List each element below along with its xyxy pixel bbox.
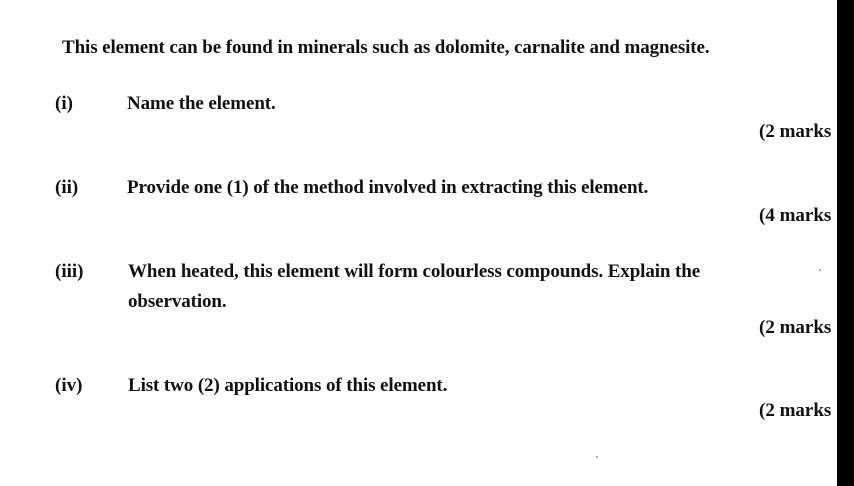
part-ii-label: (ii) (55, 177, 79, 198)
speck (596, 456, 598, 458)
part-iii-label: (iii) (55, 261, 84, 282)
part-iv-text: List two (2) applications of this element. (128, 375, 448, 396)
part-iv-marks: (2 marks (759, 400, 832, 421)
part-i-label: (i) (55, 93, 73, 114)
part-iii-text-line-2: observation. (128, 291, 227, 312)
part-ii-marks: (4 marks (759, 205, 832, 226)
part-i-text: Name the element. (127, 93, 276, 114)
part-iii-text-line-1: When heated, this element will form colourless compounds. Explain the (128, 261, 701, 282)
part-i-marks: (2 marks (759, 121, 832, 142)
question-stem: This element can be found in minerals such as dolomite, carnalite and magnesite. (62, 37, 710, 58)
speck (819, 269, 821, 271)
part-ii-text: Provide one (1) of the method involved in extracting this element. (127, 177, 649, 198)
part-iv-label: (iv) (55, 375, 83, 396)
page-edge-shadow (837, 0, 854, 486)
part-iii-marks: (2 marks (759, 317, 832, 338)
